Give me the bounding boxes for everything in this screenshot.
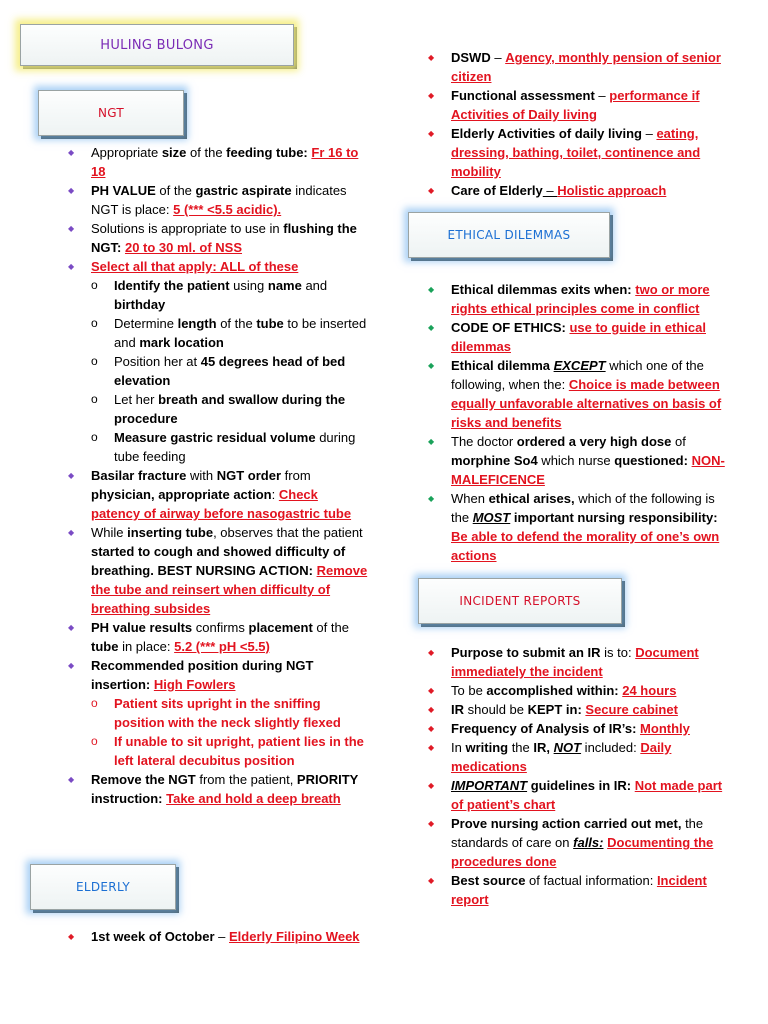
sub-list-item: o Let her breath and swallow during the procedure — [68, 390, 368, 428]
list-item: ◆ IMPORTANT guidelines in IR: Not made part of patient’s chart — [428, 776, 728, 814]
answer: performance if Activities of Daily living — [451, 88, 700, 122]
list-item — [68, 257, 368, 276]
list-item: ◆ Care of Elderly – Holistic approach — [428, 181, 728, 200]
list-item: ◆ While inserting tube, observes that the patient started to cough and showed difficulty of breathing. BEST NURSING ACTION: Remove the tube and reinsert when difficulty of breathing subsides — [68, 523, 368, 618]
section-header-elderly — [30, 864, 176, 910]
section-label-elderly: ELDERLY — [76, 879, 130, 894]
answer: 24 hours — [622, 683, 677, 698]
page-title: HULING BULONG — [100, 37, 214, 53]
list-item: ◆ PH value results confirms placement of the tube in place: 5.2 (*** pH <5.5) — [68, 618, 368, 656]
list-item: ◆ Ethical dilemmas exits when: two or more rights ethical principles come in conflict — [428, 280, 728, 318]
ngt-section — [68, 143, 368, 808]
list-item: ◆ PH VALUE of the gastric aspirate indicates NGT is place: 5 (*** <5.5 acidic). — [68, 181, 368, 219]
answer: Daily medications — [451, 740, 672, 774]
section-header-ngt — [38, 90, 184, 136]
answer: 5.2 (*** pH <5.5) — [174, 639, 270, 654]
list-item: ◆ CODE OF ETHICS: use to guide in ethical dilemmas — [428, 318, 728, 356]
list-item: ◆ IR should be KEPT in: Secure cabinet — [428, 700, 728, 719]
answer: Incident report — [451, 873, 707, 907]
ethical-section — [428, 280, 728, 565]
sub-list-item: o If unable to sit upright, patient lies in the left lateral decubitus position — [68, 732, 368, 770]
answer: Check patency of airway before nasogastric tube — [91, 487, 352, 521]
answer: NON- MALEFICENCE — [451, 453, 725, 487]
section-label-ngt: NGT — [97, 105, 125, 120]
answer: use to guide in ethical dilemmas — [451, 320, 706, 354]
answer: eating, dressing, bathing, toilet, continence and mobility — [451, 126, 701, 179]
sub-list-item: o Measure gastric residual volume during tube feeding — [68, 428, 368, 466]
answer: Be able to defend the morality of one’s own actions — [451, 529, 720, 563]
list-item: ◆ Ethical dilemma EXCEPT which one of the following, when the: Choice is made between equally unfavorable alternatives on basis of risks and benefits — [428, 356, 728, 432]
answer: 5 (*** <5.5 acidic). — [173, 202, 282, 217]
list-item: ◆ Remove the NGT from the patient, PRIORITY instruction: Take and hold a deep breath — [68, 770, 368, 808]
answer: two or more rights ethical principles come in conflict — [451, 282, 710, 316]
list-item: ◆ Functional assessment – performance if Activities of Daily living — [428, 86, 728, 124]
section-label-ethical: ETHICAL DILEMMAS — [447, 227, 571, 242]
list-item: ◆ Recommended position during NGT insertion: High Fowlers — [68, 656, 368, 694]
list-item: ◆ Frequency of Analysis of IR’s: Monthly — [428, 719, 728, 738]
list-item: ◆ In writing the IR, NOT included: Daily medications — [428, 738, 728, 776]
answer: Elderly Filipino Week — [229, 929, 360, 944]
list-item: ◆ The doctor ordered a very high dose of morphine So4 which nurse questioned: NON- MALEFICENCE — [428, 432, 728, 489]
elderly-section — [68, 927, 368, 946]
elderly-continued-section — [428, 48, 728, 200]
list-item: ◆ DSWD – Agency, monthly pension of senior citizen — [428, 48, 728, 86]
list-item: ◆ Best source of factual information: Incident report — [428, 871, 728, 909]
section-header-ethical — [408, 212, 610, 258]
sub-list-item: o Position her at 45 degrees head of bed elevation — [68, 352, 368, 390]
list-item: ◆ When ethical arises, which of the following is the MOST important nursing responsibility: Be able to defend the morality of one’s own actions — [428, 489, 728, 565]
list-item: ◆ Appropriate size of the feeding tube: Fr 16 to 18 — [68, 143, 368, 181]
list-item: ◆ Elderly Activities of daily living – eating, dressing, bathing, toilet, continence and mobility — [428, 124, 728, 181]
list-item: ◆ Purpose to submit an IR is to: Document immediately the incident — [428, 643, 728, 681]
page-title-box — [20, 24, 294, 66]
section-header-incident — [418, 578, 622, 624]
answer: Document immediately the incident — [451, 645, 699, 679]
list-item: ◆ Basilar fracture with NGT order from physician, appropriate action: Check patency of airway before nasogastric tube — [68, 466, 368, 523]
answer: Documenting the procedures done — [451, 835, 714, 869]
answer: Secure cabinet — [585, 702, 678, 717]
sub-list-item: o Determine length of the tube to be inserted and mark location — [68, 314, 368, 352]
sub-list-item: o Identify the patient using name and birthday — [68, 276, 368, 314]
answer: Choice is made between equally unfavorable alternatives on basis of risks and benefits — [451, 377, 722, 430]
section-label-incident: INCIDENT REPORTS — [459, 593, 581, 608]
answer: Not made part of patient’s chart — [451, 778, 723, 812]
answer: 20 to 30 ml. of NSS — [124, 240, 243, 255]
list-item: ◆ To be accomplished within: 24 hours — [428, 681, 728, 700]
answer: Monthly — [640, 721, 690, 736]
answer: Take and hold a deep breath — [166, 791, 341, 806]
list-item: ◆ Prove nursing action carried out met, the standards of care on falls: Documenting the procedures done — [428, 814, 728, 871]
answer: Remove the tube and reinsert when difficulty of breathing subsides — [91, 563, 368, 616]
list-item: ◆ Solutions is appropriate to use in flushing the NGT: 20 to 30 ml. of NSS — [68, 219, 368, 257]
incident-section — [428, 643, 728, 909]
list-item: ◆ 1st week of October – Elderly Filipino Week — [68, 927, 368, 946]
answer: Select all that apply: ALL of these — [91, 259, 299, 274]
answer: Agency, monthly pension of senior citizen — [451, 50, 721, 84]
sub-list-item: o Patient sits upright in the sniffing position with the neck slightly flexed — [68, 694, 368, 732]
answer: High Fowlers — [153, 677, 236, 692]
answer: Fr 16 to 18 — [91, 145, 359, 179]
answer: Holistic approach — [557, 183, 667, 198]
